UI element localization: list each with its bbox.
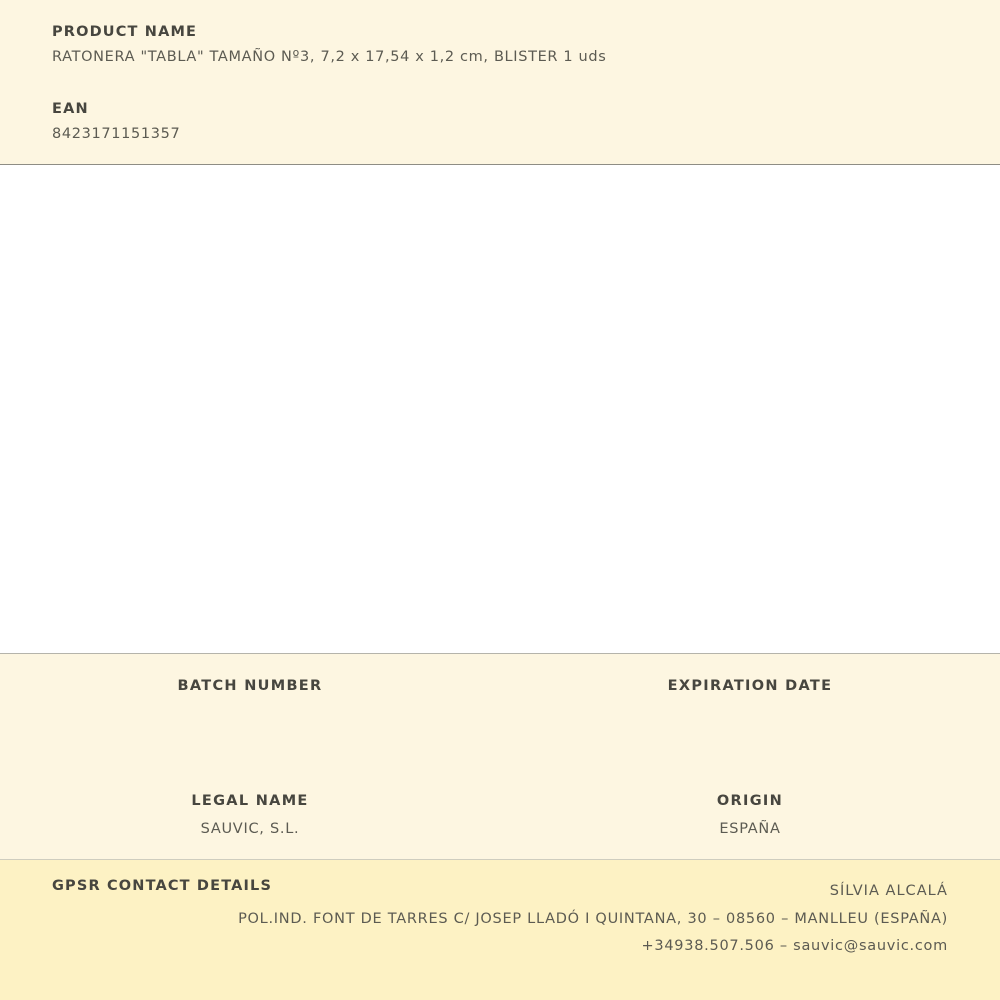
legal-name-label: LEGAL NAME bbox=[191, 792, 309, 809]
product-image-area bbox=[0, 165, 1000, 654]
batch-row-spacer bbox=[0, 723, 1000, 791]
expiration-date-cell bbox=[500, 676, 1000, 723]
ean-label: EAN bbox=[52, 101, 89, 117]
gpsr-contact-section bbox=[0, 860, 1000, 1000]
gpsr-contact-name: SÍLVIA ALCALÁ bbox=[829, 883, 948, 899]
batch-number-cell bbox=[0, 676, 500, 723]
legal-name-cell bbox=[0, 791, 500, 842]
product-info-section bbox=[0, 0, 1000, 165]
origin-value: ESPAÑA bbox=[719, 821, 781, 838]
expiration-date-value bbox=[500, 705, 1000, 723]
product-name-value: RATONERA "TABLA" TAMAÑO Nº3, 7,2 x 17,54 x 1,2 cm, BLISTER 1 uds bbox=[52, 49, 607, 65]
gpsr-contact-address: POL.IND. FONT DE TARRES C/ JOSEP LLADÓ I QUINTANA, 30 – 08560 – MANLLEU (ESPAÑA) bbox=[238, 910, 948, 927]
origin-label: ORIGIN bbox=[716, 792, 784, 809]
batch-number-value bbox=[0, 705, 500, 723]
gpsr-contact-phone-email: +34938.507.506 – sauvic@sauvic.com bbox=[641, 938, 948, 955]
legal-row bbox=[0, 791, 1000, 842]
batch-number-label: BATCH NUMBER bbox=[177, 677, 323, 694]
gpsr-contact-title: GPSR CONTACT DETAILS bbox=[52, 878, 273, 894]
product-name-label: PRODUCT NAME bbox=[52, 24, 198, 40]
batch-row bbox=[0, 676, 1000, 723]
batch-legal-section bbox=[0, 654, 1000, 860]
ean-group bbox=[52, 101, 948, 142]
ean-value: 8423171151357 bbox=[52, 126, 181, 142]
product-name-group bbox=[52, 24, 948, 65]
legal-name-value: SAUVIC, S.L. bbox=[200, 821, 300, 838]
origin-cell bbox=[500, 791, 1000, 842]
expiration-date-label: EXPIRATION DATE bbox=[667, 677, 833, 694]
